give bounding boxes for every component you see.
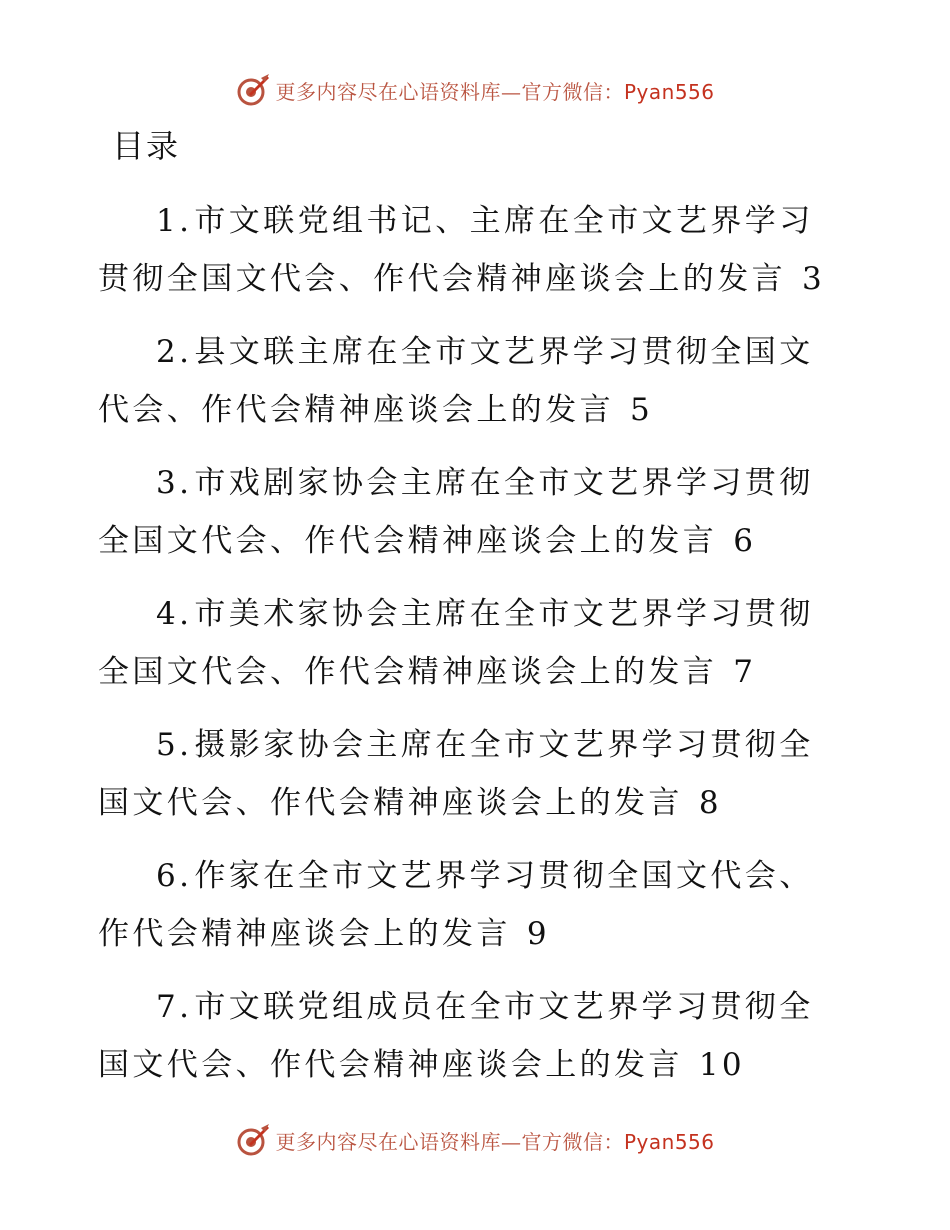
- toc-entry-page: 7: [733, 654, 757, 690]
- toc-entry-page: 10: [698, 1047, 746, 1083]
- quill-pen-seal-icon: [235, 1122, 271, 1158]
- watermark-text: 更多内容尽在心语资料库—官方微信：Pyan556: [275, 79, 715, 104]
- toc-list: [98, 192, 838, 1109]
- watermark-text: 更多内容尽在心语资料库—官方微信：Pyan556: [275, 1129, 715, 1154]
- toc-heading: 目录: [112, 127, 181, 165]
- toc-entry[interactable]: 1.市文联党组书记、主席在全市文艺界学习贯彻全国文代会、作代会精神座谈会上的发言 3: [98, 203, 826, 297]
- toc-entry-title: 县文联主席在全市文艺界学习贯彻全国文代会、作代会精神座谈会上的发言: [98, 334, 814, 428]
- toc-entry-title: 作家在全市文艺界学习贯彻全国文代会、作代会精神座谈会上的发言: [98, 858, 814, 952]
- toc-entry-page: 9: [526, 916, 550, 952]
- toc-entry[interactable]: 7.市文联党组成员在全市文艺界学习贯彻全国文代会、作代会精神座谈会上的发言 10: [98, 989, 814, 1083]
- toc-entry-title: 市文联党组成员在全市文艺界学习贯彻全国文代会、作代会精神座谈会上的发言: [98, 989, 814, 1083]
- footer-watermark: [0, 1118, 950, 1162]
- toc-entry-page: 3: [802, 261, 826, 297]
- quill-pen-seal-icon: [235, 72, 271, 108]
- toc-entry-title: 市文联党组书记、主席在全市文艺界学习贯彻全国文代会、作代会精神座谈会上的发言: [98, 203, 814, 297]
- toc-entry[interactable]: 2.县文联主席在全市文艺界学习贯彻全国文代会、作代会精神座谈会上的发言 5: [98, 334, 814, 428]
- toc-entry-title: 市美术家协会主席在全市文艺界学习贯彻全国文代会、作代会精神座谈会上的发言: [98, 596, 814, 690]
- toc-entry-title: 市戏剧家协会主席在全市文艺界学习贯彻全国文代会、作代会精神座谈会上的发言: [98, 465, 814, 559]
- toc-entry[interactable]: 4.市美术家协会主席在全市文艺界学习贯彻全国文代会、作代会精神座谈会上的发言 7: [98, 596, 814, 690]
- toc-entry[interactable]: 6.作家在全市文艺界学习贯彻全国文代会、作代会精神座谈会上的发言 9: [98, 858, 814, 952]
- toc-entry-title: 摄影家协会主席在全市文艺界学习贯彻全国文代会、作代会精神座谈会上的发言: [98, 727, 814, 821]
- toc-entry-page: 8: [698, 785, 722, 821]
- toc-entry[interactable]: 3.市戏剧家协会主席在全市文艺界学习贯彻全国文代会、作代会精神座谈会上的发言 6: [98, 465, 814, 559]
- toc-entry-page: 5: [630, 392, 654, 428]
- header-watermark: [0, 68, 950, 112]
- toc-entry[interactable]: 5.摄影家协会主席在全市文艺界学习贯彻全国文代会、作代会精神座谈会上的发言 8: [98, 727, 814, 821]
- toc-entry-page: 6: [733, 523, 757, 559]
